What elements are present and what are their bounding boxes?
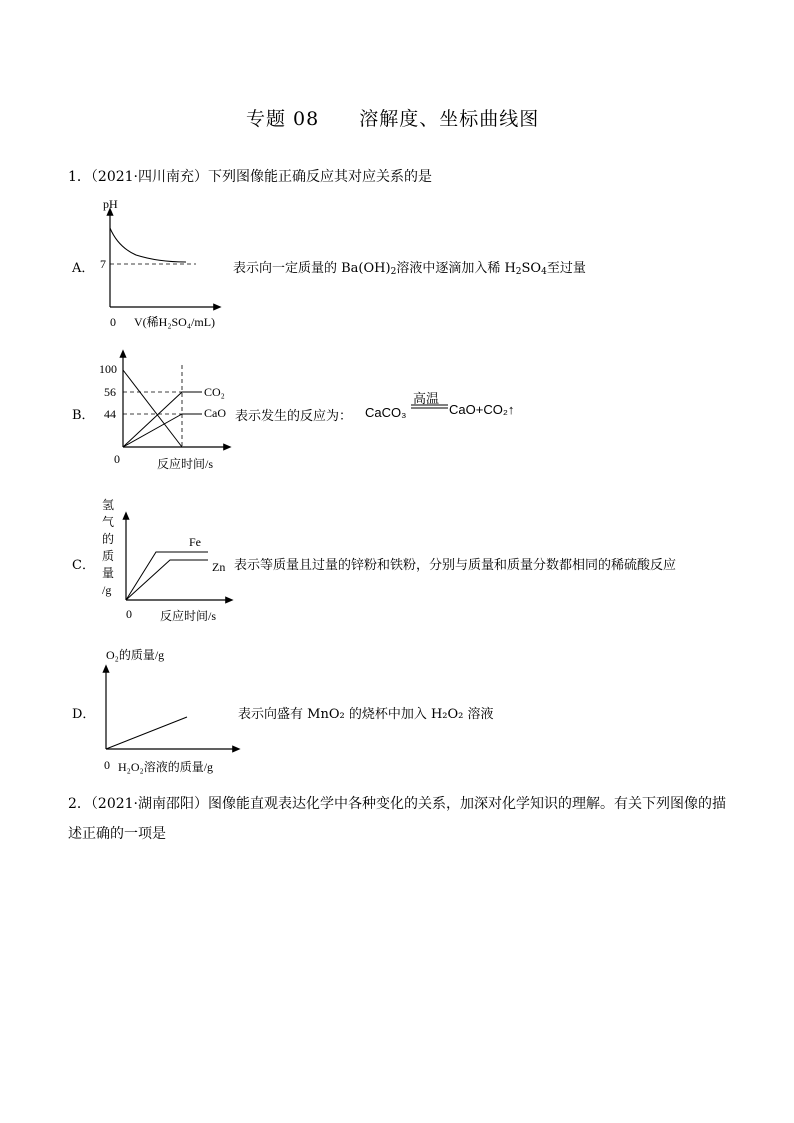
option-a-letter: A． — [72, 261, 95, 276]
equation-right: CaO+CO₂↑ — [449, 402, 515, 417]
option-d-x-label: H₂O₂溶液的质量/g — [118, 760, 214, 774]
option-b-x-label: 反应时间/s — [157, 457, 214, 471]
desc-part: 至过量 — [546, 261, 586, 276]
option-c-origin: 0 — [126, 607, 132, 621]
desc-part: SO — [521, 261, 542, 276]
option-c-series-fe: Fe — [189, 535, 201, 549]
option-b-series-co2: CO₂ — [204, 385, 225, 399]
question-2-stem-line1: 2．（2021·湖南邵阳）图像能直观表达化学中各种变化的关系，加深对化学知识的理解。有关下列图像的描 — [68, 796, 726, 812]
option-c-y-label — [102, 497, 118, 599]
option-c-graph — [118, 505, 238, 610]
y-label-char: 氢 — [102, 498, 115, 512]
option-b-description: 表示发生的反应为： — [235, 409, 353, 424]
option-a-origin: 0 — [110, 315, 116, 329]
option-b-letter: B． — [72, 408, 95, 423]
option-d-graph — [95, 660, 245, 760]
question-2-stem-line2: 述正确的一项是 — [68, 826, 166, 842]
ph-curve — [110, 228, 186, 262]
y-label-char: 质 — [102, 549, 115, 563]
equation-left: CaCO₃ — [365, 405, 407, 420]
y-label-char: 的 — [102, 532, 115, 546]
y-label-char: 气 — [102, 515, 115, 529]
page-title: 专题 08 溶解度、坐标曲线图 — [246, 108, 540, 130]
option-d-description: 表示向盛有 MnO₂ 的烧杯中加入 H₂O₂ 溶液 — [238, 707, 494, 722]
desc-sub: 2 — [390, 267, 397, 277]
y-label-char: 量 — [102, 566, 115, 580]
desc-sub: 2 — [515, 267, 522, 277]
option-d-letter: D． — [72, 707, 96, 722]
option-a-y-tick: 7 — [100, 257, 106, 271]
option-d-y-label: O₂的质量/g — [106, 648, 165, 662]
equation-condition: 高温 — [413, 392, 440, 407]
option-c-series-zn: Zn — [212, 560, 226, 574]
equation-double-line — [411, 403, 449, 411]
option-a-description — [233, 257, 586, 277]
option-b-tick-100: 100 — [99, 362, 117, 376]
question-1-stem: 1．（2021·四川南充）下列图像能正确反应其对应关系的是 — [68, 169, 432, 185]
option-c-description: 表示等质量且过量的锌粉和铁粉，分别与质量和质量分数都相同的稀硫酸反应 — [234, 558, 677, 573]
caco3-line — [123, 370, 182, 447]
o2-line — [106, 717, 187, 749]
option-b-series-cao: CaO — [204, 406, 226, 420]
option-c-letter: C． — [72, 558, 95, 573]
option-a-y-label: pH — [103, 197, 118, 211]
option-c-x-label: 反应时间/s — [160, 609, 217, 623]
fe-line — [126, 552, 208, 600]
desc-sub: 4 — [541, 267, 547, 277]
desc-part: 溶液中逐滴加入稀 H — [396, 261, 516, 276]
y-label-char: /g — [102, 583, 112, 597]
option-b-tick-44: 44 — [104, 407, 116, 421]
option-b-origin: 0 — [114, 452, 120, 466]
option-d-origin: 0 — [104, 758, 110, 772]
desc-part: 表示向一定质量的 Ba(OH) — [233, 261, 391, 276]
option-a-x-label: V(稀H₂SO₄/mL) — [134, 315, 216, 329]
option-b-tick-56: 56 — [104, 385, 116, 399]
